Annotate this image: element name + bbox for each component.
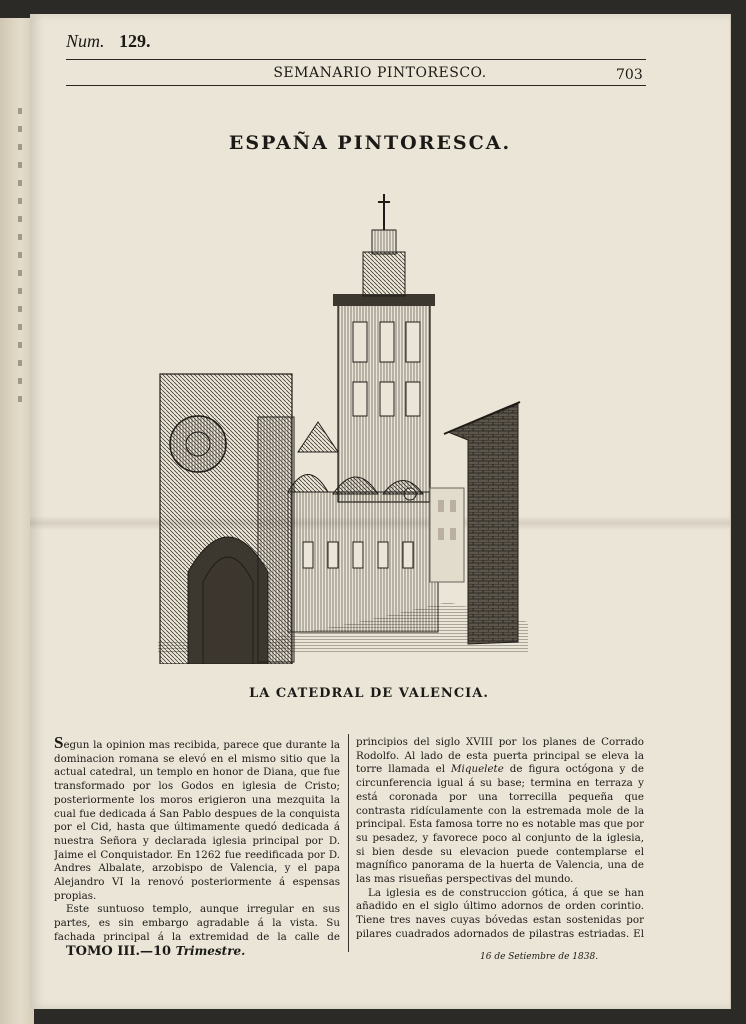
cathedral-engraving [158, 182, 528, 664]
facing-page-edge [0, 18, 34, 1024]
issue-date: 16 de Setiembre de 1838. [480, 952, 599, 962]
paragraph: Este suntuoso templo, aunque irregular en sus partes, es sin embargo agradable á la vista. Su fachada principal á la extremidad de la calle de [54, 903, 340, 942]
header-rule [66, 85, 646, 86]
paragraph-text: de figura octógona y de circunferencia igual á su base; termina en terraza y está coronada por una torrecilla pequeña que contrasta ridículamente con la estremada mole de la principal. Esta famosa torre no es notable mas que por su pesadez, y favorece poco al conjunto de la iglesia, si bien desde su elevacion puede contemplarse el magnífico panorama de la huerta de Valencia, una de las mas risueñas perspectivas del mundo. [356, 763, 644, 886]
paragraph [54, 736, 340, 903]
section-title: ESPAÑA PINTORESCA. [228, 132, 512, 154]
newspaper-page [30, 14, 731, 1009]
paragraph: La iglesia es de construccion gótica, á que se han añadido en el siglo último adornos de orden corintio. Tiene tres naves cuyas bóvedas estan sostenidas por pilares cuadrados adornados de pilastras estriadas. El [356, 886, 644, 940]
column-divider [348, 734, 349, 952]
paragraph-text: egun la opinion mas recibida, parece que durante la dominacion romana se elevó en el mismo sitio que la actual catedral, un templo en honor de Diana, que fue transformado por los Godos en iglesia de Cristo; posteriormente los moros erigieron una mezquita la cual fue dedicada á San Pablo despues de la conquista por el Cid, hasta que últimamente quedó dedicada á nuestra Señora y declarada iglesia principal por D. Jaime el Conquistador. En 1262 fue reedificada por D. Andres Albalate, arzobispo de Valencia, y el papa Alejandro VI la renovó posteriormente á espensas propias. [54, 739, 340, 902]
trimester-label: Trimestre. [175, 944, 246, 958]
emphasized-term: Miquelete [451, 763, 504, 776]
image-caption: LA CATEDRAL DE VALENCIA. [249, 686, 489, 701]
issue-value: 129. [119, 31, 151, 51]
running-head: SEMANARIO PINTORESCO. [273, 65, 487, 81]
article-column-1 [54, 736, 340, 942]
issue-number [66, 31, 151, 52]
facing-page-ghost-text [18, 108, 22, 408]
paragraph-text: principios del siglo XVIII por los planes de Corrado Rodolfo. Al lado de esta puerta principal se eleva la torre llamada el [356, 736, 644, 776]
top-rule [66, 59, 646, 60]
paragraph [356, 736, 644, 887]
page-number: 703 [616, 67, 643, 83]
drop-cap: S [54, 736, 64, 752]
volume-label: TOMO III.—10 [66, 944, 172, 959]
issue-label: Num. [66, 31, 105, 51]
volume-signature [66, 944, 245, 959]
article-column-2 [356, 736, 644, 942]
